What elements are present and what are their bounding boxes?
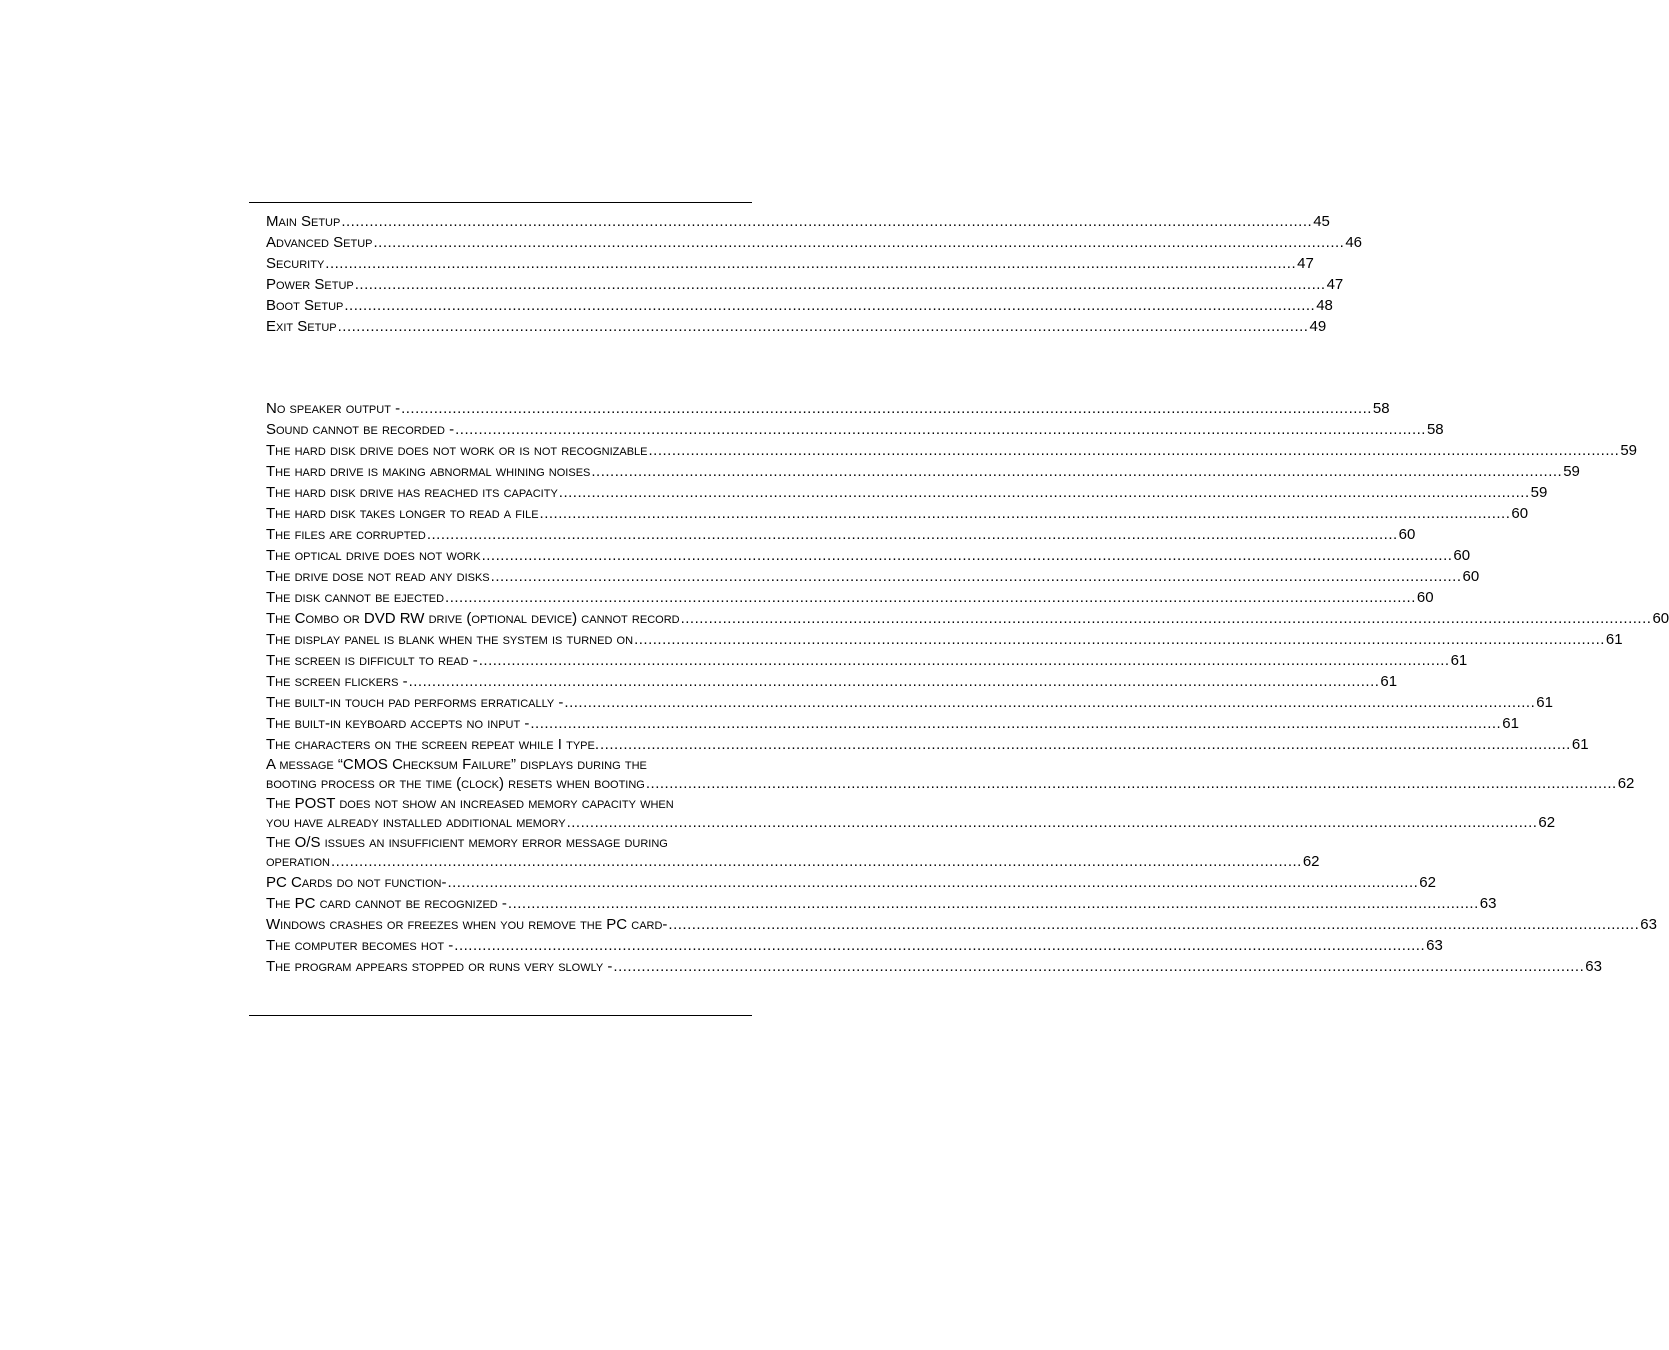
toc-entry[interactable]	[266, 295, 1333, 316]
toc-entry-page: 60	[1511, 505, 1529, 522]
toc-entry-title: Sound cannot be recorded -	[266, 421, 455, 438]
bottom-rule	[249, 1015, 752, 1016]
toc-entry-page: 59	[1620, 442, 1638, 459]
toc-entry[interactable]	[266, 232, 1363, 253]
toc-entry-wrapped[interactable]	[266, 794, 1556, 833]
toc-leader-dots	[447, 872, 1418, 893]
toc-entry-title: The drive dose not read any disks	[266, 568, 490, 585]
toc-entry-wrapped[interactable]	[266, 755, 1635, 794]
toc-leader-dots	[427, 524, 1398, 545]
toc-entry-page: 60	[1453, 547, 1471, 564]
toc-entry[interactable]	[266, 650, 1468, 671]
toc-entry-page: 59	[1563, 463, 1580, 480]
toc-entry-title-line1: The POST does not show an increased memory capacity when	[266, 795, 674, 812]
toc-entry-title: Exit Setup	[266, 318, 337, 335]
toc-entry[interactable]	[266, 211, 1330, 232]
toc-entry-title: The hard disk takes longer to read a file	[266, 505, 539, 522]
toc-entry-page: 62	[1538, 814, 1556, 831]
toc-entry-title: No speaker output -	[266, 400, 401, 417]
toc-entry[interactable]	[266, 398, 1390, 419]
toc-entry-page: 58	[1426, 421, 1444, 438]
toc-entry-title: The screen is difficult to read -	[266, 652, 478, 669]
toc-leader-dots	[559, 482, 1530, 503]
toc-leader-dots	[479, 650, 1450, 671]
toc-entry-title: The computer becomes hot -	[266, 937, 454, 954]
toc-leader-dots	[646, 774, 1617, 794]
toc-entry-page: 61	[1571, 736, 1589, 753]
toc-entry[interactable]	[266, 935, 1443, 956]
toc-entry[interactable]	[266, 482, 1548, 503]
toc-leader-dots	[540, 503, 1511, 524]
troubleshooting-toc-section	[266, 398, 1669, 977]
toc-entry[interactable]	[266, 587, 1434, 608]
toc-entry-title: The files are corrupted	[266, 526, 426, 543]
toc-entry-page: 47	[1326, 276, 1344, 293]
toc-entry-page: 49	[1309, 318, 1327, 335]
toc-entry[interactable]	[266, 545, 1471, 566]
toc-entry-title: Boot Setup	[266, 297, 344, 314]
toc-leader-dots	[338, 316, 1309, 337]
toc-leader-dots	[668, 914, 1639, 935]
toc-entry-title: Main Setup	[266, 213, 341, 230]
toc-leader-dots	[634, 629, 1605, 650]
toc-entry[interactable]	[266, 893, 1497, 914]
toc-leader-dots	[455, 419, 1426, 440]
toc-leader-dots	[355, 274, 1326, 295]
toc-entry-title: Power Setup	[266, 276, 354, 293]
toc-entry[interactable]	[266, 872, 1436, 893]
toc-leader-dots	[454, 935, 1425, 956]
toc-entry-page: 61	[1502, 715, 1519, 732]
toc-entry-title-line2: operation	[266, 853, 330, 870]
toc-entry-title: PC Cards do not function-	[266, 874, 447, 891]
toc-entry-title: The hard drive is making abnormal whining noises	[266, 463, 591, 480]
toc-entry-title: Advanced Setup	[266, 234, 373, 251]
toc-entry-title-line2: booting process or the time (clock) resets when booting	[266, 775, 645, 792]
toc-leader-dots	[445, 587, 1416, 608]
toc-leader-dots	[401, 398, 1372, 419]
toc-leader-dots	[600, 734, 1571, 755]
top-rule	[249, 202, 752, 203]
toc-entry-page: 61	[1536, 694, 1553, 711]
toc-leader-dots	[491, 566, 1462, 587]
toc-entry[interactable]	[266, 566, 1480, 587]
toc-leader-dots	[331, 852, 1302, 872]
toc-leader-dots	[564, 692, 1535, 713]
toc-entry-page: 62	[1302, 853, 1320, 870]
toc-entry[interactable]	[266, 253, 1314, 274]
toc-entry[interactable]	[266, 440, 1638, 461]
toc-entry[interactable]	[266, 671, 1398, 692]
toc-entry[interactable]	[266, 608, 1669, 629]
toc-entry-page: 60	[1462, 568, 1480, 585]
toc-entry-page: 63	[1585, 958, 1602, 975]
toc-entry-title: The screen flickers -	[266, 673, 408, 690]
toc-entry-title: The display panel is blank when the system is turned on	[266, 631, 634, 648]
toc-entry-title: The built-in keyboard accepts no input -	[266, 715, 530, 732]
toc-entry-page: 62	[1419, 874, 1436, 891]
toc-entry[interactable]	[266, 692, 1553, 713]
toc-entry-page: 61	[1380, 673, 1398, 690]
toc-leader-dots	[613, 956, 1584, 977]
toc-entry-page: 63	[1426, 937, 1443, 954]
toc-entry-title: The program appears stopped or runs very slowly -	[266, 958, 613, 975]
toc-entry-page: 61	[1605, 631, 1623, 648]
toc-leader-dots	[341, 211, 1312, 232]
toc-entry-page: 63	[1479, 895, 1497, 912]
toc-leader-dots	[530, 713, 1501, 734]
toc-entry-page: 63	[1640, 916, 1657, 933]
toc-entry-wrapped[interactable]	[266, 833, 1320, 872]
toc-entry[interactable]	[266, 524, 1416, 545]
toc-entry-page: 46	[1345, 234, 1363, 251]
toc-entry-title: The built-in touch pad performs erratically -	[266, 694, 564, 711]
toc-entry-page: 59	[1530, 484, 1548, 501]
toc-entry-title: The PC card cannot be recognized -	[266, 895, 507, 912]
toc-entry-title: The hard disk drive does not work or is not recognizable	[266, 442, 648, 459]
toc-entry[interactable]	[266, 734, 1589, 755]
toc-entry[interactable]	[266, 274, 1344, 295]
toc-entry[interactable]	[266, 419, 1444, 440]
toc-entry-title-line1: The O/S issues an insufficient memory error message during	[266, 834, 668, 851]
toc-entry-page: 60	[1652, 610, 1669, 627]
toc-entry-title: Windows crashes or freezes when you remove the PC card-	[266, 916, 668, 933]
toc-entry-title: The optical drive does not work	[266, 547, 481, 564]
toc-entry-page: 48	[1316, 297, 1333, 314]
toc-entry-page: 62	[1617, 775, 1635, 792]
setup-toc-section	[266, 211, 1363, 337]
toc-leader-dots	[567, 813, 1538, 833]
toc-leader-dots	[344, 295, 1315, 316]
toc-entry-page: 61	[1450, 652, 1468, 669]
toc-entry-page: 47	[1297, 255, 1314, 272]
toc-entry-title: The Combo or DVD RW drive (optional device) cannot record	[266, 610, 680, 627]
toc-leader-dots	[591, 461, 1562, 482]
toc-entry[interactable]	[266, 316, 1327, 337]
toc-entry-title: Security	[266, 255, 325, 272]
toc-entry[interactable]	[266, 914, 1657, 935]
toc-entry-title: The hard disk drive has reached its capacity	[266, 484, 558, 501]
toc-entry-page: 45	[1313, 213, 1330, 230]
toc-leader-dots	[409, 671, 1380, 692]
toc-leader-dots	[681, 608, 1652, 629]
toc-entry[interactable]	[266, 629, 1623, 650]
toc-entry-page: 60	[1416, 589, 1434, 606]
toc-leader-dots	[508, 893, 1479, 914]
toc-entry[interactable]	[266, 503, 1529, 524]
toc-entry-title: The disk cannot be ejected	[266, 589, 445, 606]
toc-entry-title: The characters on the screen repeat while I type.	[266, 736, 600, 753]
toc-leader-dots	[325, 253, 1296, 274]
toc-entry[interactable]	[266, 461, 1580, 482]
toc-entry[interactable]	[266, 713, 1519, 734]
toc-leader-dots	[649, 440, 1620, 461]
toc-leader-dots	[373, 232, 1344, 253]
toc-entry-title-line2: you have already installed additional memory	[266, 814, 566, 831]
toc-entry[interactable]	[266, 956, 1602, 977]
toc-entry-page: 58	[1372, 400, 1390, 417]
toc-entry-page: 60	[1398, 526, 1416, 543]
toc-leader-dots	[482, 545, 1453, 566]
toc-entry-title-line1: A message “CMOS Checksum Failure” displays during the	[266, 756, 647, 773]
